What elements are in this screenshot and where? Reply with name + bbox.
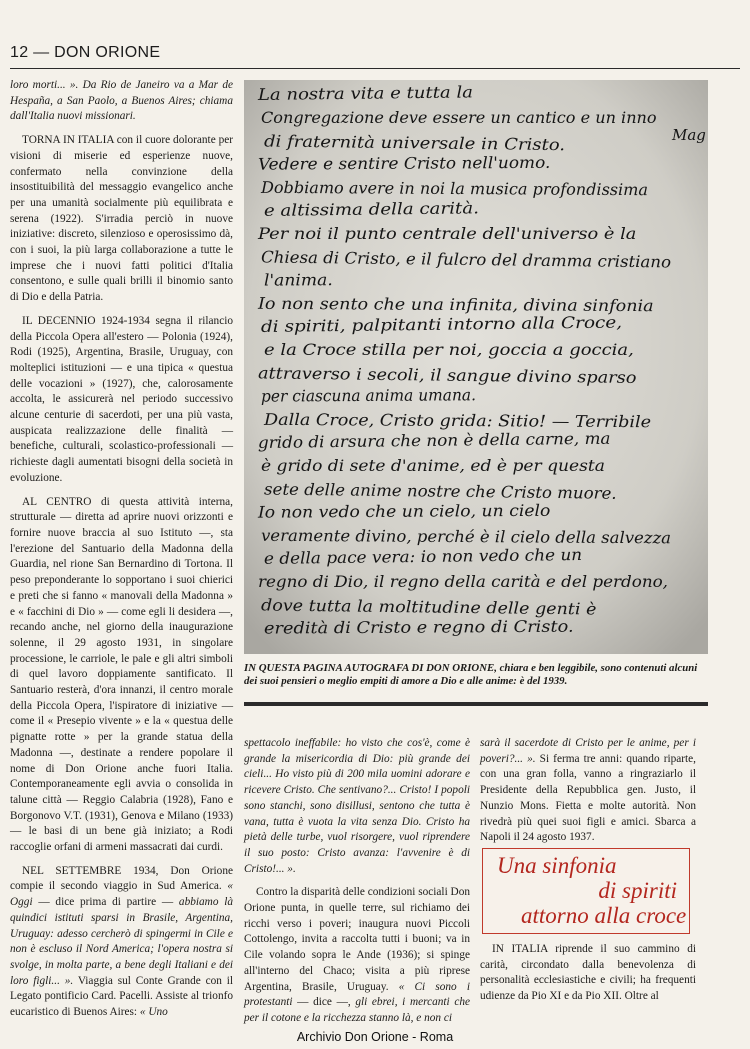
paragraph-rio (10, 78, 233, 125)
column-middle (244, 736, 470, 1027)
quote-span: « Ci sono i protestanti (244, 980, 470, 1009)
text-span: Contro la disparità delle condizioni sociali Don Orione punta, in quelle terre, sul richiamo dei ricchi verso i poveri; inaugura nuovi Piccoli Cottolengo, invita a raccolta tutti i buoni; va in Cile volando sopra le Ande (1936); si spinge all'interno del Chaco; visita a più riprese Argentina, Brasile, Uruguay. (244, 886, 470, 993)
section-title-box (482, 848, 690, 934)
quote-span: « Uno (139, 1006, 168, 1019)
quote-span: gli ebrei, i mercanti che per il cotone e la ricchezza stanno là, e non ci (244, 996, 470, 1024)
column-left (10, 78, 233, 1021)
page-header (10, 40, 740, 69)
paragraph-decennio (10, 314, 233, 487)
section-title-line3: attorno alla croce (521, 903, 687, 928)
manuscript-line: e la Croce stilla per noi, goccia a goccia, (264, 340, 634, 360)
lead-in: IL DECENNIO 1924-1934 (22, 314, 150, 327)
manuscript-line: e altissima della carità. (263, 198, 454, 220)
archive-footer: Archivio Don Orione - Roma (296, 1030, 454, 1044)
quote-span: « Oggi (10, 880, 233, 909)
manuscript-line: di fraternità universale in Cristo. (263, 131, 532, 154)
lead-in: IN ITALIA (492, 943, 548, 955)
text-span: con il cuore dolorante per visioni di miserie ed esperienze nuove, confermato nella convinzione della insostituibilità del messaggio evangelico anche per una umanità socialmente più equilibrata e serena (1922). S'irradia perciò in nuove iniziative: discreto, silenzioso e operosissimo dà, con i suoi, la più larga collaborazione a tutte le imprese che i nuovi fatti politici d'Italia consentono, e sulle quali brilli il binomio santo di Dio e della Patria. (10, 134, 234, 304)
page-number: 12 — DON ORIONE (10, 44, 161, 61)
lead-in: AL CENTRO (22, 495, 92, 508)
quote-span: abbiamo là quindici istituti sparsi in Brasile, Argentina, Uruguay: adesso cercherò di spingermi in Cile e non è escluso il Nord America; l'opera nostra si svolge, in molta parte, a bene degli Italiani e dei loro figli... ». (10, 896, 234, 987)
paragraph-spettacolo (244, 736, 470, 877)
manuscript-line: sete delle anime nostre che Cristo muore. (263, 479, 605, 503)
manuscript-line: Vedere e sentire Cristo nell'uomo. (257, 152, 535, 174)
text-span: Don Orione compie il secondo viaggio in Sud America. (10, 864, 233, 893)
manuscript-line: Io non sento che una infinita, divina sinfonia (257, 293, 619, 316)
text-span: — dice prima di partire — (32, 896, 179, 909)
manuscript-line: La nostra vita e tutta la (257, 82, 449, 104)
lead-in: TORNA IN ITALIA (22, 134, 114, 147)
section-title-line2: di spiriti (598, 878, 677, 903)
text-span: segna il rilancio della Piccola Opera all'estero — Polonia (1924), Rodi (1925), Argentina, Brasile, Uruguay, con molteplici istituzioni — e una tipica « questua delle vocazioni » (1927), che, calorosamente accolta, le assicurerà nel periodo successivo alcune centurie di sacerdoti, per una più vasta, auspicata realizzazione delle finalità — benefiche, culturali, scolastico-professionali — richieste dagli aumentati bisogni della società in evoluzione. (10, 314, 233, 484)
manuscript-line: di spiriti, palpitanti intorno alla Croce, (260, 313, 575, 336)
manuscript-line: è grido di sete d'anime, ed è per questa (261, 456, 605, 476)
manuscript-line: grido di arsura che non è della carne, ma (257, 428, 594, 452)
paragraph-contro (244, 885, 470, 1026)
quote-span: spettacolo ineffabile: ho visto che cos'è, come è grande la misericordia di Dio: più grande dei cieli... Ho visto più di 200 mila uomini adorare e ricevere Cristo. Che sentivano?... Cristo! I popoli sono stanchi, sono disillusi, sentono che tutta è vana, tutta è vuota la vita senza Dio. Cristo ha pietà delle turbe, vuol risorgere, vuol riprendere il suo posto: Cristo avanza: l'avvenire è di Cristo!... ». (244, 737, 470, 875)
manuscript-svg (244, 80, 708, 654)
manuscript-line: Chiesa di Cristo, e il fulcro del dramma cristiano (260, 247, 657, 272)
manuscript-line: Dalla Croce, Cristo grida: Sitio! — Terribile (263, 409, 617, 431)
manuscript-photo (244, 80, 708, 654)
manuscript-line: e della pace vera: io non vedo che un (263, 545, 566, 568)
paragraph-centro (10, 495, 233, 856)
manuscript-line: regno di Dio, il regno della carità e del perdono, (258, 572, 668, 592)
manuscript-line: eredità di Cristo e regno di Cristo. (263, 616, 544, 638)
manuscript-line: l'anima. (263, 270, 329, 290)
text-span: riprende il suo cammino di carità, circondato dalla benevolenza di personalità ecclesiastiche e civili; ha frequenti udienze da Pio XI e da Pio XII. Oltre al (480, 943, 696, 1003)
section-title-line1: Una sinfonia (497, 853, 617, 878)
manuscript-line: per ciascuna anima umana. (260, 385, 485, 406)
margin-note: Mag (672, 126, 706, 144)
manuscript-line: Io non vedo che un cielo, un cielo (257, 500, 530, 522)
manuscript-line: attraverso i secoli, il sangue divino sparso (257, 363, 601, 387)
column-right-lower (480, 942, 696, 1005)
caption-divider (244, 702, 708, 706)
manuscript-line: veramente divino, perché è il cielo della salvezza (260, 525, 660, 548)
photo-caption: IN QUESTA PAGINA AUTOGRAFA DI DON ORIONE, chiara e ben leggibile, sono contenuti alcuni dei suoi pensieri o meglio empiti di amore a Dio e alle anime: è del 1939. (244, 662, 698, 687)
lead-in: NEL SETTEMBRE 1934, (22, 864, 159, 877)
quote-span: sarà il sacerdote di Cristo per le anime, per i poveri?... ». (480, 737, 696, 765)
paragraph-sara (480, 736, 696, 846)
paragraph-in-italia (480, 942, 696, 1005)
manuscript-line: Dobbiamo avere in noi la musica profondissima (260, 177, 647, 200)
column-right (480, 736, 696, 846)
text-span: Si ferma tre anni: quando riparte, con una gran folla, vanno a ringraziarlo il Presidente della Repubblica gen. Justo, il Nunzio Mons. Fietta e molte autorità. Non rivedrà più quei suoi figli e amici. Sbarca a Napoli il 24 agosto 1937. (480, 752, 696, 844)
text-span: loro morti... ». Da Rio de Janeiro va a Mar de Hespaña, a San Paolo, a Buenos Aires; chiama dall'Italia nuovi missionari. (10, 79, 233, 123)
manuscript-line: Congregazione deve essere un cantico e un inno (261, 108, 657, 128)
text-span: di questa attività interna, strutturale — diretta ad aprire nuovi orizzonti e fornire nuove braccia al suo Istituto —, sta l'erezione del Santuario della Madonna della Guardia, nel rione San Bernardino di Tortona. Il peso preponderante lo sopportano i suoi chierici e preti che si fanno « manovali della Madonna » e « facchini di Dio » — come egli li desidera —, recando anche, nel giorno della inaugurazione solenne, il 29 agosto 1931, in singolare processione, le carriole, le pale e gli altri simboli di quel lavoro doppiamente santificato. Il Santuario resterà, d'ora innanzi, il centro morale della Piccola Opera, l'ispiratore di iniziative — come il « Presepio vivente » e la « questua delle pignatte rotte » per la grande statua della Madonna —, destinate a rendere popolare il nome di Don Orione anche fuori Italia. Contemporaneamente egli avvia o consolida in talune città — Reggio Calabria (1928), Fano e Borgonovo V.T. (1931), Genova e Milano (1933) — le basi di un bene già iniziato; a Rodi raccoglie orfani di armeni massacrati dai curdi. (10, 495, 233, 854)
manuscript-line: Per noi il punto centrale dell'universo è la (256, 224, 637, 244)
text-span: Viaggia sul Conte Grande con il Legato pontificio Card. Pacelli. Assiste al trionfo eucaristico di Buenos Aires: (10, 974, 233, 1019)
manuscript-line: dove tutta la moltitudine delle genti è (260, 595, 568, 619)
paragraph-torna (10, 133, 233, 306)
paragraph-settembre (10, 864, 233, 1021)
text-span: — dice —, (292, 996, 356, 1009)
